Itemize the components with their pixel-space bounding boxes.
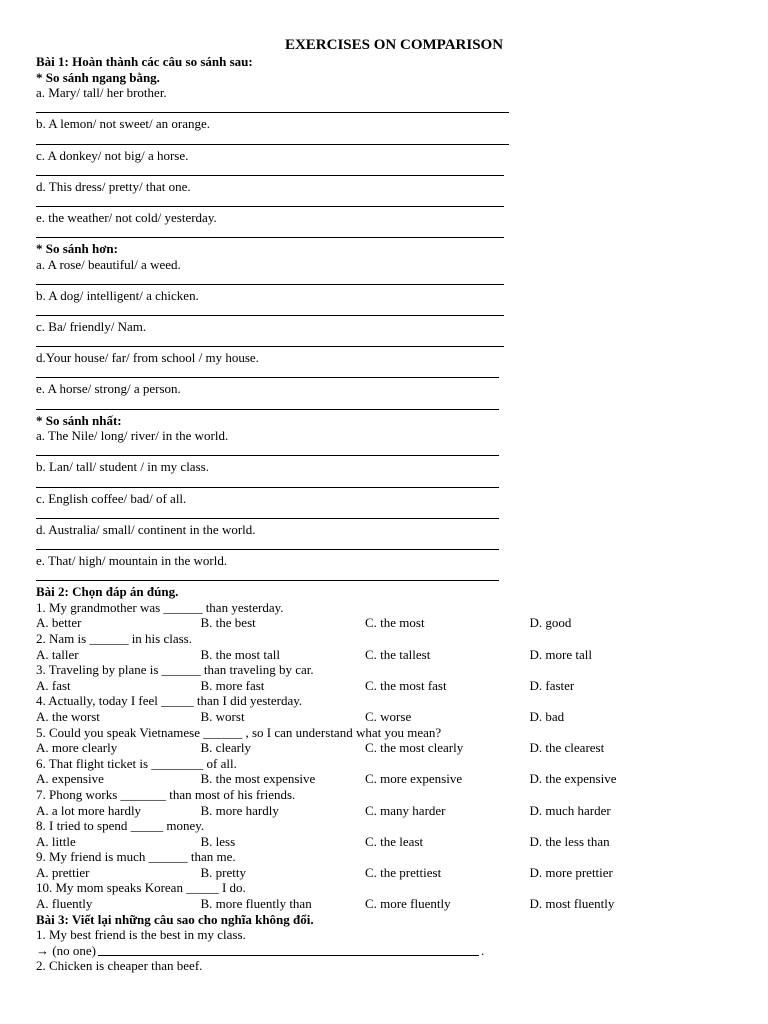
mcq-option[interactable]: A. fast xyxy=(36,677,71,693)
section-heading-superlative: * So sánh nhất: xyxy=(36,412,122,428)
mcq-option[interactable]: D. more prettier xyxy=(529,864,613,880)
answer-line[interactable] xyxy=(36,272,736,288)
answer-line[interactable] xyxy=(36,194,736,210)
rewrite-question: 2. Chicken is cheaper than beef. xyxy=(36,958,203,974)
exercise-2-heading: Bài 2: Chọn đáp án đúng. xyxy=(36,584,179,600)
mcq-option[interactable]: A. the worst xyxy=(36,708,100,724)
prompt-item: c. English coffee/ bad/ of all. xyxy=(36,490,187,506)
prompt-item: d. Australia/ small/ continent in the world. xyxy=(36,521,256,537)
mcq-question: 1. My grandmother was ______ than yesterday. xyxy=(36,599,284,615)
prompt-item: a. Mary/ tall/ her brother. xyxy=(36,85,167,101)
mcq-question: 4. Actually, today I feel _____ than I did yesterday. xyxy=(36,693,303,709)
answer-line[interactable] xyxy=(36,304,736,320)
mcq-option[interactable]: D. good xyxy=(529,615,572,631)
exercise-1-heading: Bài 1: Hoàn thành các câu so sánh sau: xyxy=(36,54,253,69)
mcq-option[interactable]: C. worse xyxy=(365,708,412,724)
mcq-option[interactable]: A. little xyxy=(36,833,76,849)
mcq-option[interactable]: C. the least xyxy=(365,833,424,849)
mcq-option[interactable]: B. the most expensive xyxy=(200,771,316,787)
mcq-option[interactable]: B. worst xyxy=(200,708,245,724)
answer-line[interactable] xyxy=(36,226,736,242)
prompt-item: e. That/ high/ mountain in the world. xyxy=(36,553,228,568)
mcq-option[interactable]: B. the best xyxy=(200,615,256,631)
answer-line[interactable] xyxy=(36,506,736,522)
mcq-options-row xyxy=(36,709,736,725)
exercise-3-heading: Bài 3: Viết lại những câu sao cho nghĩa không đổi. xyxy=(36,911,314,927)
mcq-option[interactable]: B. clearly xyxy=(200,740,252,756)
answer-line[interactable] xyxy=(36,569,736,585)
prompt-item: c. A donkey/ not big/ a horse. xyxy=(36,147,189,163)
prompt-item: d.Your house/ far/ from school / my house. xyxy=(36,350,259,366)
section-heading-comparative: * So sánh hơn: xyxy=(36,241,118,257)
mcq-options-row xyxy=(36,865,736,881)
mcq-option[interactable]: A. taller xyxy=(36,646,79,662)
prompt-item: e. the weather/ not cold/ yesterday. xyxy=(36,209,217,225)
mcq-question: 2. Nam is ______ in his class. xyxy=(36,630,192,646)
prompt-item: c. Ba/ friendly/ Nam. xyxy=(36,319,147,335)
page-title: EXERCISES ON COMPARISON xyxy=(284,37,504,53)
answer-line[interactable] xyxy=(36,537,736,553)
mcq-question: 5. Could you speak Vietnamese ______ , so I can understand what you mean? xyxy=(36,724,442,740)
mcq-option[interactable]: A. expensive xyxy=(36,771,104,787)
section-heading-equal: * So sánh ngang bằng. xyxy=(36,69,160,85)
mcq-option[interactable]: D. much harder xyxy=(529,802,611,818)
mcq-option[interactable]: B. pretty xyxy=(200,864,246,880)
answer-line[interactable] xyxy=(36,101,736,117)
mcq-option[interactable]: D. more tall xyxy=(529,646,592,662)
mcq-option[interactable]: C. the tallest xyxy=(365,646,431,662)
mcq-option[interactable]: D. the less than xyxy=(529,833,610,849)
mcq-question: 3. Traveling by plane is ______ than traveling by car. xyxy=(36,662,314,678)
answer-line[interactable] xyxy=(36,397,736,413)
answer-line[interactable] xyxy=(36,366,736,382)
answer-line[interactable] xyxy=(36,132,736,148)
mcq-option[interactable]: C. the prettiest xyxy=(365,864,442,880)
mcq-option[interactable]: B. more fast xyxy=(200,677,265,693)
mcq-option[interactable]: C. more fluently xyxy=(365,896,451,912)
mcq-option[interactable]: A. prettier xyxy=(36,864,90,880)
mcq-options-row xyxy=(36,896,736,912)
mcq-option[interactable]: B. less xyxy=(200,833,236,849)
mcq-options-row xyxy=(36,647,736,663)
answer-line[interactable] xyxy=(36,163,736,179)
rewrite-prompt: → (no one) xyxy=(36,942,96,958)
mcq-options-row xyxy=(36,740,736,756)
mcq-option[interactable]: A. better xyxy=(36,615,82,631)
mcq-option[interactable]: B. the most tall xyxy=(200,646,280,662)
prompt-item: d. This dress/ pretty/ that one. xyxy=(36,178,191,194)
mcq-option[interactable]: B. more hardly xyxy=(200,802,279,818)
prompt-item: b. A dog/ intelligent/ a chicken. xyxy=(36,287,199,303)
answer-line[interactable] xyxy=(36,335,736,351)
mcq-option[interactable]: C. the most xyxy=(365,615,425,631)
mcq-option[interactable]: C. the most clearly xyxy=(365,740,464,756)
answer-line[interactable] xyxy=(36,444,736,460)
prompt-item: a. The Nile/ long/ river/ in the world. xyxy=(36,428,229,444)
mcq-question: 6. That flight ticket is ________ of all. xyxy=(36,755,237,771)
mcq-options-row xyxy=(36,678,736,694)
mcq-option[interactable]: C. more expensive xyxy=(365,771,463,787)
mcq-option[interactable]: A. fluently xyxy=(36,896,93,912)
worksheet-page xyxy=(36,36,736,974)
mcq-option[interactable]: C. the most fast xyxy=(365,677,447,693)
mcq-option[interactable]: A. a lot more hardly xyxy=(36,802,142,818)
mcq-option[interactable]: D. faster xyxy=(529,677,575,693)
rewrite-question: 1. My best friend is the best in my class. xyxy=(36,927,246,943)
mcq-question: 10. My mom speaks Korean _____ I do. xyxy=(36,880,246,896)
mcq-options-row xyxy=(36,803,736,819)
mcq-option[interactable]: D. bad xyxy=(529,708,565,724)
prompt-item: a. A rose/ beautiful/ a weed. xyxy=(36,256,181,272)
mcq-options-row xyxy=(36,615,736,631)
mcq-options-row xyxy=(36,771,736,787)
rewrite-answer-row xyxy=(36,943,736,959)
mcq-option[interactable]: D. the clearest xyxy=(529,740,605,756)
answer-line[interactable] xyxy=(98,945,479,956)
mcq-options-row xyxy=(36,834,736,850)
sentence-end: . xyxy=(480,942,485,958)
mcq-option[interactable]: B. more fluently than xyxy=(200,896,312,912)
mcq-option[interactable]: A. more clearly xyxy=(36,740,118,756)
multiple-choice-list xyxy=(36,600,736,912)
mcq-question: 7. Phong works _______ than most of his friends. xyxy=(36,786,296,802)
mcq-question: 8. I tried to spend _____ money. xyxy=(36,818,205,834)
answer-line[interactable] xyxy=(36,475,736,491)
prompt-item: b. A lemon/ not sweet/ an orange. xyxy=(36,116,211,132)
mcq-option[interactable]: D. most fluently xyxy=(529,896,615,912)
prompt-item: b. Lan/ tall/ student / in my class. xyxy=(36,459,209,475)
mcq-option[interactable]: C. many harder xyxy=(365,802,446,818)
prompt-item: e. A horse/ strong/ a person. xyxy=(36,381,181,397)
mcq-question: 9. My friend is much ______ than me. xyxy=(36,849,236,865)
mcq-option[interactable]: D. the expensive xyxy=(529,771,617,787)
